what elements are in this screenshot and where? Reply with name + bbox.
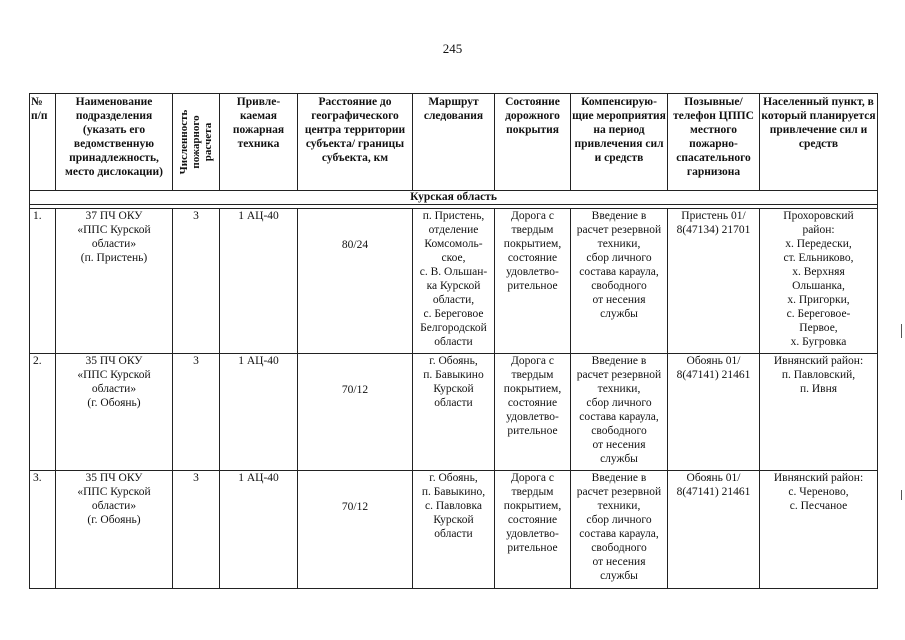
- cell-measures-line: расчет резервной: [576, 486, 662, 498]
- cell-callsign-line: Пристень 01/: [681, 210, 746, 222]
- header-road: Состояние дорожного покрытия: [495, 94, 571, 191]
- cell-measures-line: свободного: [591, 425, 647, 437]
- cell-road-line: состояние: [507, 397, 558, 409]
- cell-route-line: с. Береговое: [423, 308, 484, 320]
- header-measures: Компенсирую- щие мероприятия на период привлечения сил и средств: [571, 94, 668, 191]
- cell-measures-line: техники,: [597, 383, 641, 395]
- cell-road: [495, 354, 571, 471]
- cell-unit-line: «ППС Курской: [77, 224, 151, 236]
- cell-measures-line: Введение в: [591, 355, 647, 367]
- cell-num: 3.: [30, 471, 56, 589]
- cell-callsign: [668, 209, 760, 354]
- region-label: Курская область: [30, 191, 878, 205]
- cell-road-line: удовлетво-: [506, 411, 559, 423]
- cell-settlement-line: Первое,: [799, 322, 838, 334]
- cell-measures-line: техники,: [597, 500, 641, 512]
- cell-road-line: рительное: [507, 425, 558, 437]
- cell-distance: 80/24: [298, 209, 413, 354]
- page-number: 245: [442, 41, 463, 56]
- cell-settlement-line: Ольшанка,: [792, 280, 845, 292]
- cell-road-line: твердым: [511, 224, 554, 236]
- header-equipment: Привле- каемая пожарная техника: [220, 94, 298, 191]
- cell-route-line: п. Бавыкино: [423, 369, 484, 381]
- cell-settlement-line: х. Верхняя: [792, 266, 845, 278]
- cell-route-line: области: [434, 528, 473, 540]
- cell-road-line: рительное: [507, 280, 558, 292]
- cell-measures-line: службы: [600, 453, 638, 465]
- cell-unit-line: (г. Обоянь): [87, 514, 141, 526]
- cell-measures-line: свободного: [591, 280, 647, 292]
- cell-unit-line: области»: [91, 500, 137, 512]
- header-row: [30, 94, 878, 191]
- cell-callsign-line: 8(47141) 21461: [676, 486, 751, 498]
- cell-route: [413, 471, 495, 589]
- cell-measures: [571, 354, 668, 471]
- region-row: [30, 191, 878, 205]
- cell-measures-line: расчет резервной: [576, 224, 662, 236]
- cell-road-line: покрытием,: [503, 383, 562, 395]
- cell-equipment: 1 АЦ-40: [220, 471, 298, 589]
- table-row: [30, 471, 878, 589]
- cell-measures-line: расчет резервной: [576, 369, 662, 381]
- cell-settlement-line: х. Бугровка: [790, 336, 847, 348]
- cell-measures: [571, 209, 668, 354]
- cell-road-line: покрытием,: [503, 500, 562, 512]
- header-distance: Расстояние до географического центра территории субъекта/ границы субъекта, км: [298, 94, 413, 191]
- cell-measures-line: техники,: [597, 238, 641, 250]
- cell-settlement-line: Прохоровский: [783, 210, 854, 222]
- cell-measures-line: сбор личного: [586, 252, 652, 264]
- cell-equipment: 1 АЦ-40: [220, 354, 298, 471]
- resources-table: [29, 93, 878, 589]
- cell-unit-line: области»: [91, 383, 137, 395]
- cell-measures-line: состава караула,: [579, 266, 659, 278]
- cell-route-line: области: [434, 336, 473, 348]
- cell-road-line: Дорога с: [511, 210, 554, 222]
- cell-unit-line: «ППС Курской: [77, 486, 151, 498]
- margin-mark: [901, 324, 902, 338]
- cell-num: 2.: [30, 354, 56, 471]
- cell-crew: 3: [173, 209, 220, 354]
- cell-measures-line: от несения: [592, 294, 646, 306]
- cell-measures-line: Введение в: [591, 210, 647, 222]
- table-row: [30, 209, 878, 354]
- cell-route-line: п. Бавыкино,: [421, 486, 486, 498]
- cell-settlement-line: ст. Ельниково,: [783, 252, 854, 264]
- cell-road-line: покрытием,: [503, 238, 562, 250]
- cell-route-line: области,: [432, 294, 475, 306]
- cell-distance: 70/12: [298, 471, 413, 589]
- header-unit: Наименование подразделения (указать его ведомственную принадлежность, место дислокации): [56, 94, 173, 191]
- cell-settlement: [760, 209, 878, 354]
- cell-unit-line: 37 ПЧ ОКУ: [85, 210, 143, 222]
- cell-road-line: Дорога с: [511, 472, 554, 484]
- cell-road-line: твердым: [511, 486, 554, 498]
- cell-crew: 3: [173, 354, 220, 471]
- cell-route-line: п. Пристень,: [422, 210, 485, 222]
- cell-num: 1.: [30, 209, 56, 354]
- cell-route: [413, 354, 495, 471]
- cell-settlement-line: х. Пригорки,: [787, 294, 850, 306]
- cell-measures-line: состава караула,: [579, 528, 659, 540]
- cell-unit: [56, 354, 173, 471]
- table-row: [30, 354, 878, 471]
- cell-route-line: ка Курской: [426, 280, 481, 292]
- cell-settlement-line: район:: [802, 224, 835, 236]
- header-num: № п/п: [30, 94, 56, 191]
- cell-road-line: рительное: [507, 542, 558, 554]
- cell-road-line: состояние: [507, 514, 558, 526]
- cell-measures-line: сбор личного: [586, 514, 652, 526]
- cell-measures-line: сбор личного: [586, 397, 652, 409]
- cell-route-line: Белгородской: [420, 322, 487, 334]
- cell-unit: [56, 209, 173, 354]
- cell-callsign-line: Обоянь 01/: [686, 355, 741, 367]
- cell-unit-line: 35 ПЧ ОКУ: [85, 472, 143, 484]
- cell-route-line: с. Павловка: [425, 500, 482, 512]
- cell-settlement-line: Ивнянский район:: [773, 355, 864, 367]
- cell-measures-line: состава караула,: [579, 411, 659, 423]
- cell-settlement-line: с. Береговое-: [786, 308, 851, 320]
- cell-measures: [571, 471, 668, 589]
- cell-measures-line: службы: [600, 570, 638, 582]
- header-crew-text: Численность пожарного расчета: [178, 109, 214, 175]
- cell-road-line: состояние: [507, 252, 558, 264]
- margin-mark: [901, 490, 902, 500]
- cell-unit-line: (г. Обоянь): [87, 397, 141, 409]
- cell-callsign-line: Обоянь 01/: [686, 472, 741, 484]
- cell-route-line: ское,: [441, 252, 466, 264]
- cell-route-line: отделение: [428, 224, 479, 236]
- header-callsign: Позывные/ телефон ЦППС местного пожарно- спасательного гарнизона: [668, 94, 760, 191]
- cell-road-line: твердым: [511, 369, 554, 381]
- cell-road: [495, 209, 571, 354]
- cell-measures-line: службы: [600, 308, 638, 320]
- cell-route-line: г. Обоянь,: [429, 355, 478, 367]
- cell-settlement-line: с. Череново,: [788, 486, 849, 498]
- header-route: Маршрут следования: [413, 94, 495, 191]
- cell-unit: [56, 471, 173, 589]
- cell-equipment: 1 АЦ-40: [220, 209, 298, 354]
- header-settlement: Населенный пункт, в который планируется привлечение сил и средств: [760, 94, 878, 191]
- cell-route-line: г. Обоянь,: [429, 472, 478, 484]
- cell-callsign: [668, 354, 760, 471]
- cell-settlement-line: Ивнянский район:: [773, 472, 864, 484]
- cell-settlement: [760, 471, 878, 589]
- cell-settlement-line: х. Передески,: [785, 238, 852, 250]
- cell-route-line: области: [434, 397, 473, 409]
- cell-measures-line: свободного: [591, 542, 647, 554]
- cell-measures-line: Введение в: [591, 472, 647, 484]
- cell-unit-line: области»: [91, 238, 137, 250]
- cell-settlement: [760, 354, 878, 471]
- cell-route-line: Курской: [433, 514, 474, 526]
- header-crew: [173, 94, 220, 191]
- cell-distance: 70/12: [298, 354, 413, 471]
- cell-crew: 3: [173, 471, 220, 589]
- cell-route-line: Курской: [433, 383, 474, 395]
- cell-route-line: Комсомоль-: [424, 238, 483, 250]
- cell-measures-line: от несения: [592, 556, 646, 568]
- cell-route: [413, 209, 495, 354]
- cell-callsign-line: 8(47134) 21701: [676, 224, 751, 236]
- cell-road-line: Дорога с: [511, 355, 554, 367]
- cell-settlement-line: п. Ивня: [799, 383, 838, 395]
- cell-unit-line: 35 ПЧ ОКУ: [85, 355, 143, 367]
- cell-measures-line: от несения: [592, 439, 646, 451]
- cell-callsign-line: 8(47141) 21461: [676, 369, 751, 381]
- cell-settlement-line: с. Песчаное: [789, 500, 848, 512]
- cell-road-line: удовлетво-: [506, 528, 559, 540]
- cell-road: [495, 471, 571, 589]
- cell-settlement-line: п. Павловский,: [781, 369, 856, 381]
- cell-route-line: с. В. Ольшан-: [419, 266, 488, 278]
- cell-unit-line: (п. Пристень): [80, 252, 148, 264]
- cell-unit-line: «ППС Курской: [77, 369, 151, 381]
- cell-road-line: удовлетво-: [506, 266, 559, 278]
- cell-callsign: [668, 471, 760, 589]
